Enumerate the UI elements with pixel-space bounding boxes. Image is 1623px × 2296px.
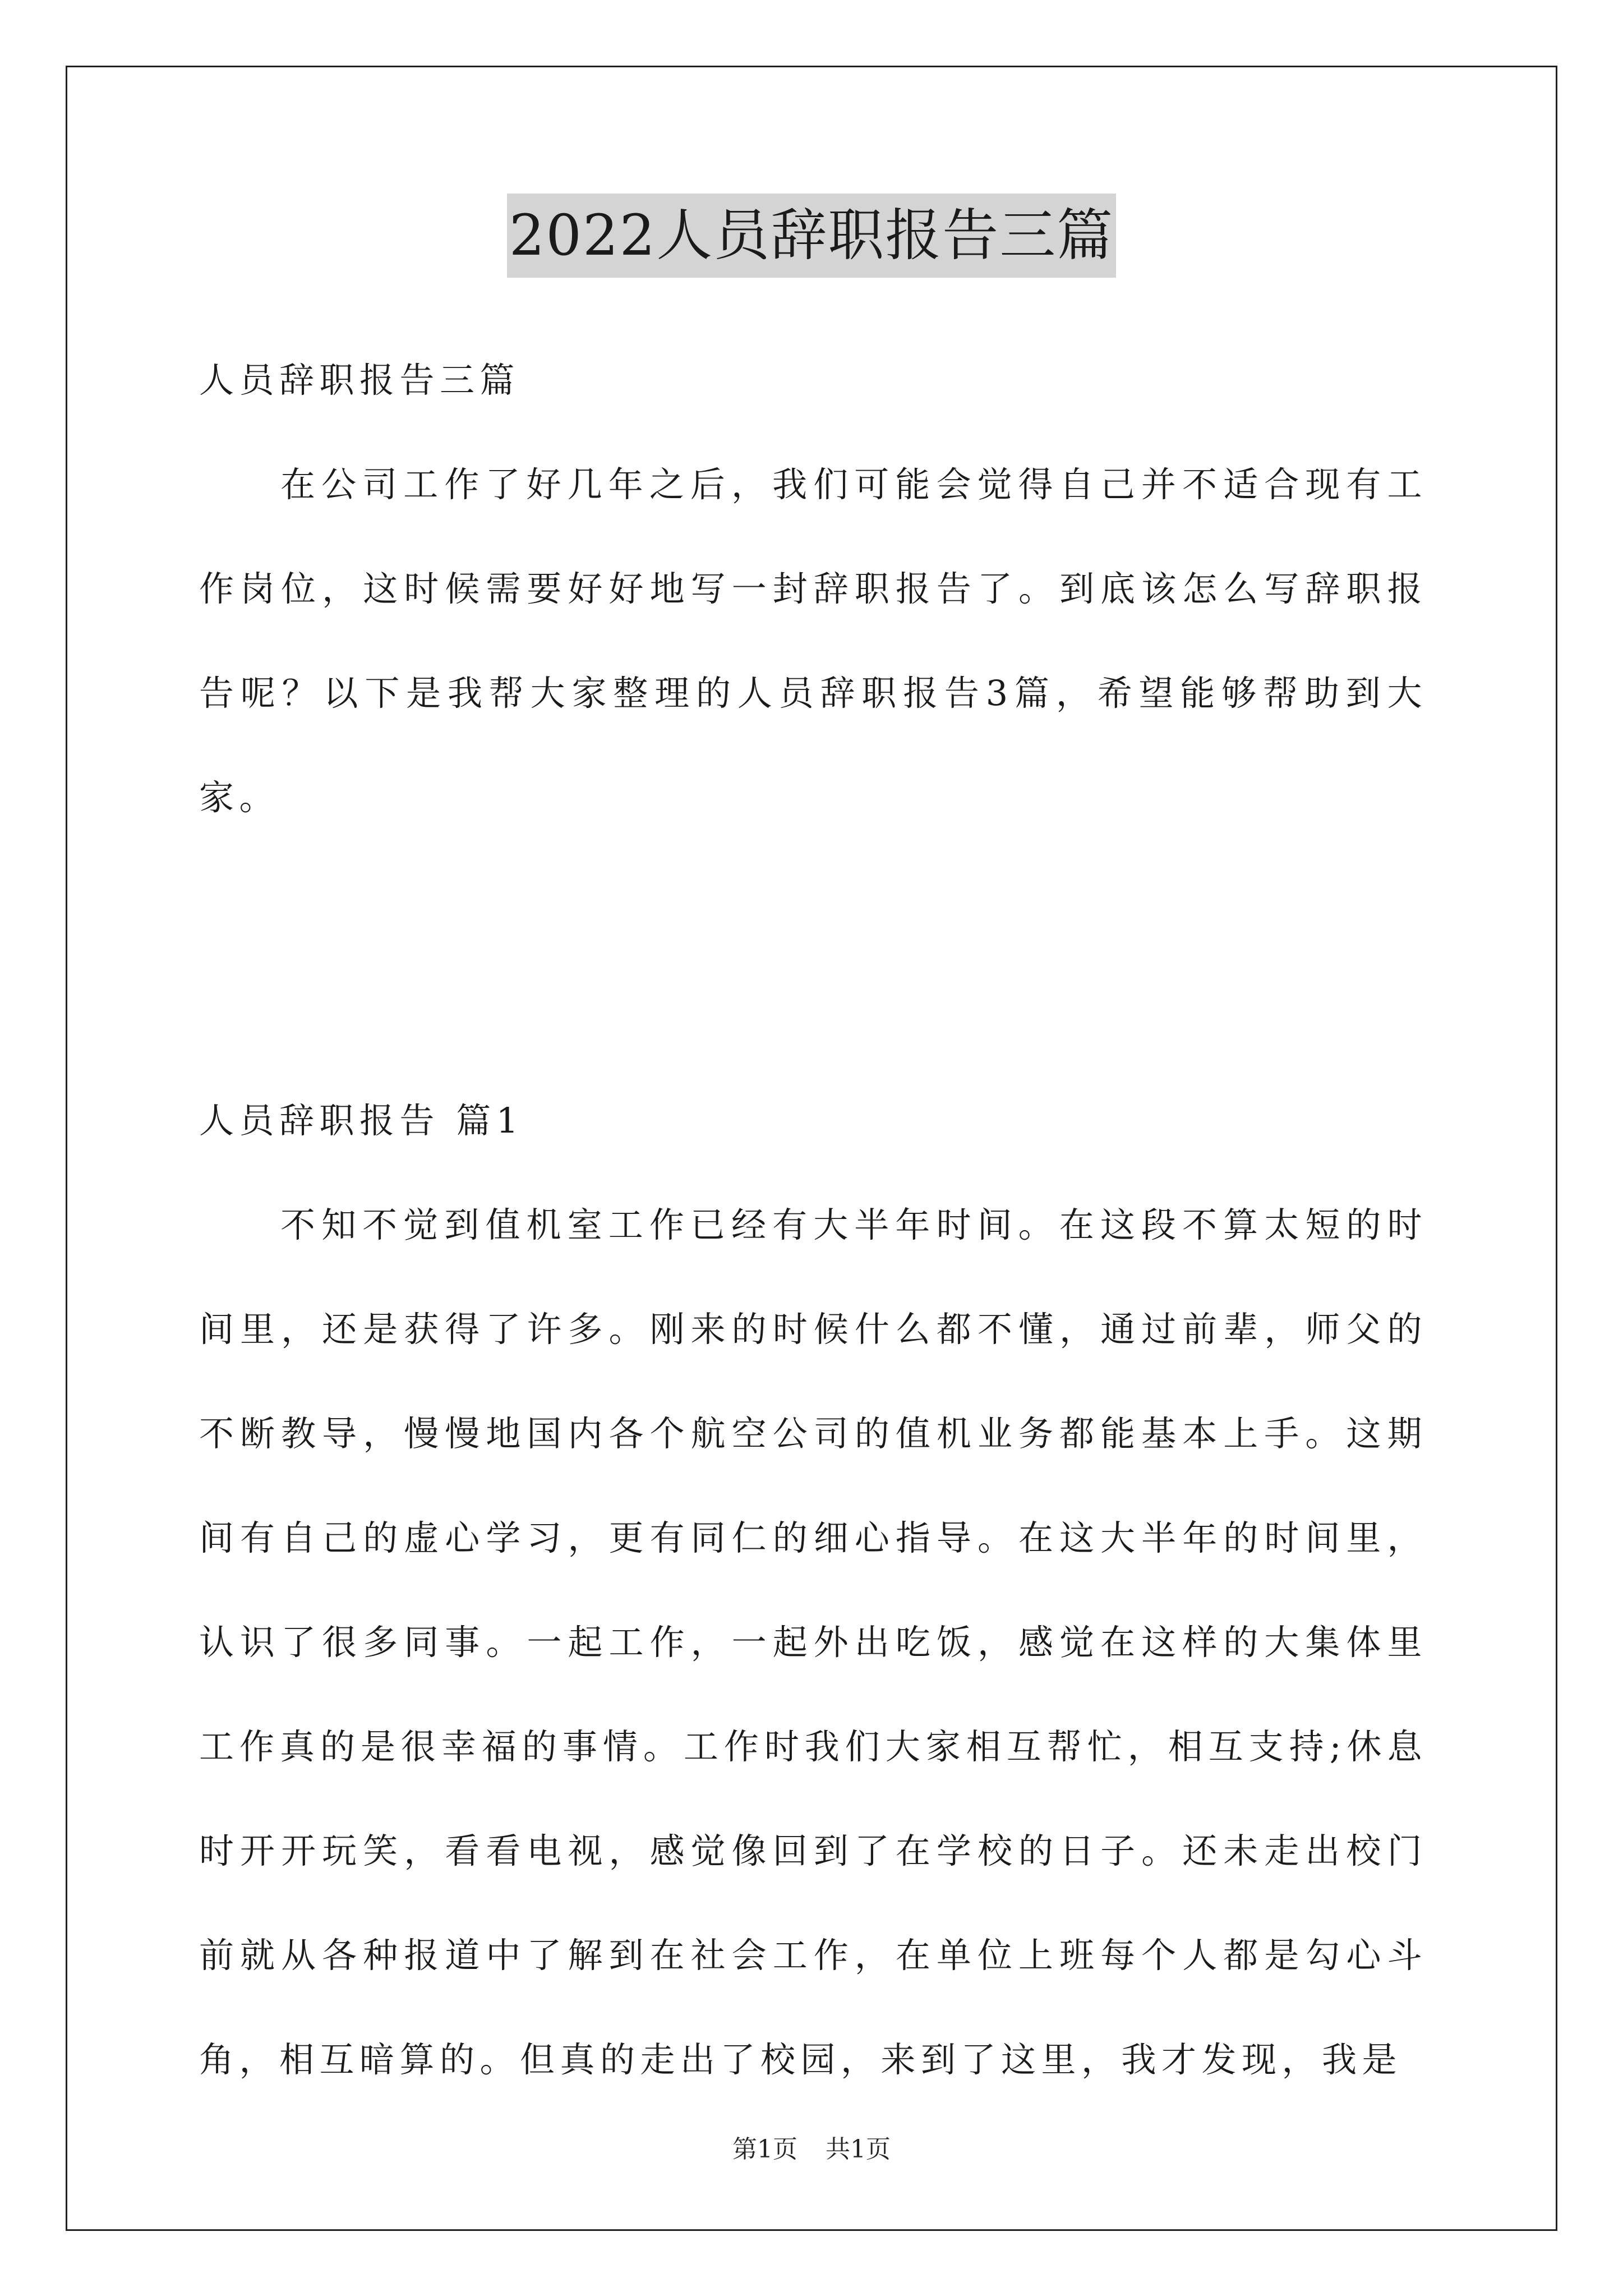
title-container	[0, 194, 1623, 278]
intro-paragraph: 在公司工作了好几年之后，我们可能会觉得自己并不适合现有工作岗位，这时候需要好好地写一封辞职报告了。到底该怎么写辞职报告呢？以下是我帮大家整理的人员辞职报告3篇，希望能够帮助到大家。	[199, 464, 1427, 818]
section-heading: 人员辞职报告 篇1	[199, 1100, 524, 1141]
document-body	[199, 328, 1427, 2112]
page-footer	[0, 2129, 1623, 2165]
page-total: 共1页	[826, 2135, 891, 2164]
document-title: 2022人员辞职报告三篇	[507, 194, 1117, 278]
section-paragraph: 不知不觉到值机室工作已经有大半年时间。在这段不算太短的时间里，还是获得了许多。刚来的时候什么都不懂，通过前辈，师父的不断教导，慢慢地国内各个航空公司的值机业务都能基本上手。这期间有自己的虚心学习，更有同仁的细心指导。在这大半年的时间里，认识了很多同事。一起工作，一起外出吃饭，感觉在这样的大集体里工作真的是很幸福的事情。工作时我们大家相互帮忙，相互支持;休息时开开玩笑，看看电视，感觉像回到了在学校的日子。还未走出校门前就从各种报道中了解到在社会工作，在单位上班每个人都是勾心斗角，相互暗算的。但真的走出了校园，来到了这里，我才发现，我是	[199, 1204, 1427, 2080]
page-number: 第1页	[732, 2135, 797, 2164]
document-subtitle: 人员辞职报告三篇	[199, 360, 520, 401]
